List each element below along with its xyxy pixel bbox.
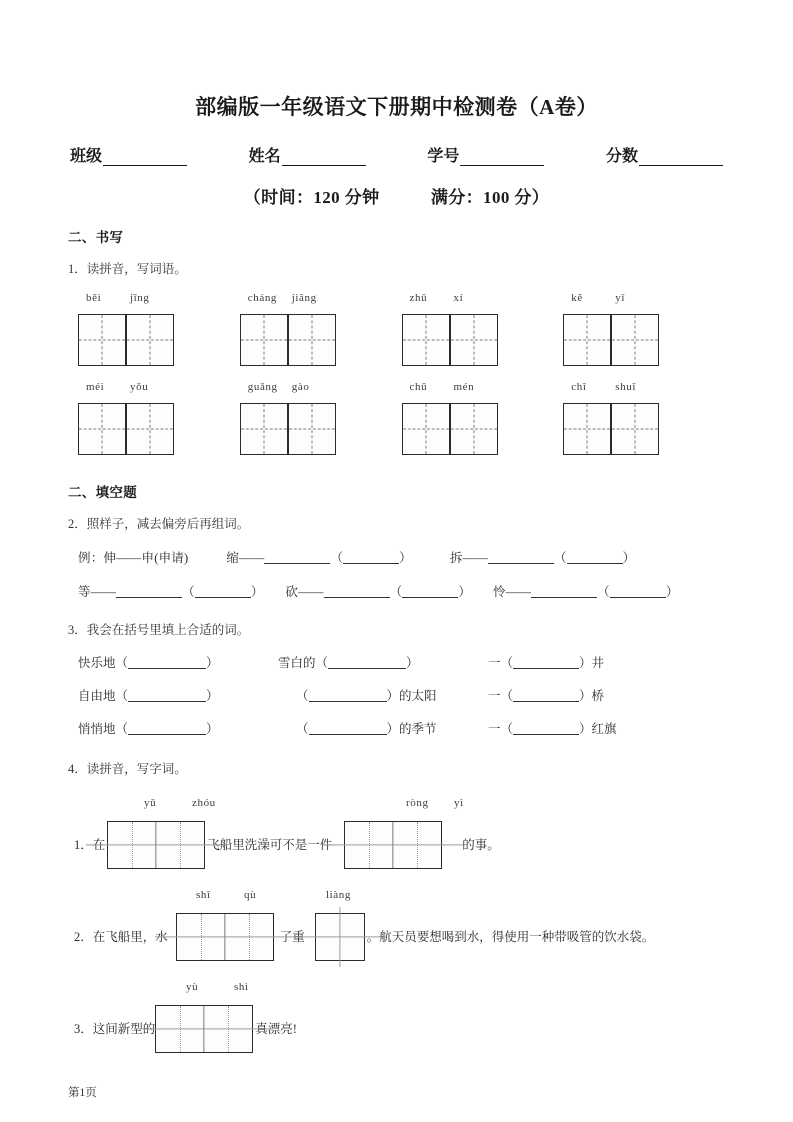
pinyin-text bbox=[240, 381, 402, 397]
pinyin-syllable: yǔ bbox=[144, 797, 157, 810]
sentence-text: 真漂亮! bbox=[255, 1022, 297, 1037]
tianzige-cell[interactable] bbox=[611, 314, 659, 366]
q3-blank[interactable] bbox=[309, 722, 387, 735]
q3-blank[interactable] bbox=[128, 656, 206, 669]
field-name-input[interactable] bbox=[282, 151, 366, 166]
tianzige-cell[interactable] bbox=[402, 314, 450, 366]
tianzige-cell[interactable] bbox=[288, 314, 336, 366]
tianzige-cell[interactable] bbox=[78, 403, 126, 455]
pinyin-syllable: shì bbox=[234, 981, 249, 994]
box-vertical-guide bbox=[180, 1006, 181, 1052]
pinyin-syllable: guǎng bbox=[247, 381, 278, 394]
tianzige-cell[interactable] bbox=[240, 403, 288, 455]
question-3-row-1 bbox=[68, 653, 725, 671]
q3-suffix: ） bbox=[206, 722, 219, 737]
q4-sentence-1 bbox=[68, 821, 725, 869]
sentence-number: 1． bbox=[74, 838, 93, 853]
field-student-id bbox=[427, 143, 544, 166]
pinyin-group bbox=[563, 381, 725, 397]
pinyin-syllable: běi bbox=[86, 292, 102, 305]
pinyin-label-row-2 bbox=[68, 381, 725, 397]
sentence-text: 这间新型的 bbox=[92, 1022, 156, 1037]
tianzige-horizontal-guide bbox=[403, 429, 449, 430]
question-4-prompt: 4．读拼音，写字词。 bbox=[68, 762, 187, 777]
tianzige-group bbox=[563, 403, 725, 455]
question-1-prompt: 1．读拼音，写词语。 bbox=[68, 262, 187, 277]
tianzige-horizontal-guide bbox=[79, 340, 125, 341]
q2-word-blank[interactable] bbox=[195, 585, 251, 598]
field-student-id-label: 学号 bbox=[427, 148, 460, 166]
tianzige-horizontal-guide bbox=[241, 340, 287, 341]
pinyin-syllable: yǐ bbox=[615, 292, 626, 305]
pinyin-syllable: qù bbox=[244, 889, 257, 902]
tianzige-horizontal-guide bbox=[403, 340, 449, 341]
q3-blank[interactable] bbox=[309, 689, 387, 702]
pinyin-syllable: shuǐ bbox=[615, 381, 636, 394]
tianzige-cell[interactable] bbox=[78, 314, 126, 366]
pinyin-syllable: kě bbox=[571, 292, 583, 305]
sentence-number: 3． bbox=[74, 1022, 93, 1037]
pinyin-text bbox=[563, 292, 725, 308]
tianzige-horizontal-guide bbox=[564, 429, 610, 430]
q3-cell bbox=[78, 653, 278, 671]
pinyin-syllable: ròng bbox=[406, 797, 429, 810]
q3-prefix: 快乐地（ bbox=[78, 656, 129, 671]
tianzige-group bbox=[78, 403, 240, 455]
pinyin-syllable: yǒu bbox=[130, 381, 149, 394]
field-score bbox=[606, 143, 723, 166]
q3-blank[interactable] bbox=[328, 656, 406, 669]
pinyin-text bbox=[78, 292, 240, 308]
q3-blank[interactable] bbox=[128, 689, 206, 702]
tianzige-horizontal-guide bbox=[241, 429, 287, 430]
q3-cell bbox=[488, 653, 688, 671]
exam-meta bbox=[68, 183, 725, 208]
q4-pinyin-group bbox=[326, 889, 374, 901]
tianzige-horizontal-guide bbox=[564, 340, 610, 341]
box-vertical-guide bbox=[228, 1006, 229, 1052]
tianzige-cell[interactable] bbox=[126, 314, 174, 366]
page-footer: 第1页 bbox=[68, 1087, 97, 1099]
tianzige-horizontal-guide bbox=[127, 429, 173, 430]
tianzige-horizontal-guide bbox=[451, 429, 497, 430]
pinyin-syllable: yù bbox=[186, 981, 199, 994]
question-3-prompt: 3．我会在括号里填上合适的词。 bbox=[68, 623, 250, 638]
pinyin-syllable: jiāng bbox=[291, 292, 317, 305]
sentence-text: 在 bbox=[92, 838, 106, 853]
pinyin-syllable: chū bbox=[409, 381, 428, 394]
field-score-label: 分数 bbox=[605, 148, 638, 166]
q2-answer-blank[interactable] bbox=[488, 551, 554, 564]
pinyin-syllable: mén bbox=[453, 381, 475, 394]
pinyin-group bbox=[78, 381, 240, 397]
pinyin-group bbox=[240, 292, 402, 308]
q2-word-blank[interactable] bbox=[402, 585, 458, 598]
box-vertical-guide bbox=[249, 914, 250, 960]
sentence-text: 飞船里洗澡可不是一件 bbox=[207, 838, 333, 853]
section-heading-writing: 二、书写 bbox=[68, 230, 124, 246]
q3-blank[interactable] bbox=[128, 722, 206, 735]
q3-suffix: ）桥 bbox=[579, 689, 605, 704]
section-heading-fill-in: 二、填空题 bbox=[68, 485, 137, 501]
q4-pinyin-group bbox=[196, 889, 292, 901]
field-name-label: 姓名 bbox=[248, 148, 281, 166]
question-2-prompt: 2．照样子，减去偏旁后再组词。 bbox=[68, 517, 250, 532]
field-class-input[interactable] bbox=[103, 151, 187, 166]
q2-item-label: 拆—— bbox=[449, 551, 488, 566]
tianzige-group bbox=[240, 314, 402, 366]
tianzige-cell[interactable] bbox=[240, 314, 288, 366]
tianzige-horizontal-guide bbox=[289, 429, 335, 430]
q3-suffix: ） bbox=[206, 689, 219, 704]
answer-box-2cell[interactable] bbox=[176, 913, 274, 961]
tianzige-horizontal-guide bbox=[289, 340, 335, 341]
page-title: 部编版一年级语文下册期中检测卷（A卷） bbox=[195, 95, 598, 119]
tianzige-cell[interactable] bbox=[563, 314, 611, 366]
answer-box-1cell[interactable] bbox=[315, 913, 365, 961]
q3-prefix: 一（ bbox=[488, 656, 514, 671]
tianzige-horizontal-guide bbox=[127, 340, 173, 341]
q2-word-blank[interactable] bbox=[343, 551, 399, 564]
tianzige-row-2 bbox=[68, 403, 725, 455]
box-cell-divider bbox=[204, 1006, 205, 1052]
sentence-text: 了重 bbox=[279, 930, 305, 945]
question-3-row-2 bbox=[68, 686, 725, 704]
box-vertical-guide bbox=[180, 822, 181, 868]
tianzige-cell[interactable] bbox=[288, 403, 336, 455]
pinyin-syllable: cháng bbox=[247, 292, 278, 305]
q3-suffix: ）红旗 bbox=[579, 722, 617, 737]
q3-prefix: 一（ bbox=[488, 722, 514, 737]
q3-prefix: 悄悄地（ bbox=[78, 722, 129, 737]
answer-box-2cell[interactable] bbox=[344, 821, 442, 869]
student-info-row bbox=[68, 143, 725, 166]
q2-item-label: 怜—— bbox=[493, 585, 532, 600]
exam-duration: （时间：120 分钟 bbox=[243, 188, 380, 208]
tianzige-cell[interactable] bbox=[611, 403, 659, 455]
q3-blank[interactable] bbox=[513, 656, 579, 669]
tianzige-cell[interactable] bbox=[450, 314, 498, 366]
tianzige-cell[interactable] bbox=[563, 403, 611, 455]
pinyin-syllable: chī bbox=[571, 381, 587, 394]
tianzige-cell[interactable] bbox=[402, 403, 450, 455]
pinyin-syllable: liàng bbox=[326, 889, 351, 902]
tianzige-cell[interactable] bbox=[450, 403, 498, 455]
q2-answer-blank[interactable] bbox=[531, 585, 597, 598]
pinyin-group bbox=[402, 292, 564, 308]
pinyin-syllable: zhǔ bbox=[409, 292, 428, 305]
tianzige-group bbox=[402, 403, 564, 455]
pinyin-syllable: yì bbox=[454, 797, 464, 810]
q3-prefix: 一（ bbox=[488, 689, 514, 704]
tianzige-group bbox=[240, 403, 402, 455]
q2-answer-blank[interactable] bbox=[324, 585, 390, 598]
pinyin-text bbox=[402, 292, 564, 308]
pinyin-group bbox=[402, 381, 564, 397]
q4-pinyin-row-3 bbox=[68, 981, 725, 997]
question-3-row-3 bbox=[68, 719, 725, 737]
tianzige-group bbox=[78, 314, 240, 366]
q3-suffix: ）井 bbox=[579, 656, 605, 671]
q2-word-blank[interactable] bbox=[567, 551, 623, 564]
pinyin-syllable: gào bbox=[291, 381, 310, 394]
q3-cell bbox=[488, 686, 688, 704]
q4-pinyin-group bbox=[186, 981, 282, 993]
q4-pinyin-group bbox=[144, 797, 240, 809]
tianzige-horizontal-guide bbox=[451, 340, 497, 341]
tianzige-row-1 bbox=[68, 314, 725, 366]
q2-answer-blank[interactable] bbox=[116, 585, 182, 598]
tianzige-horizontal-guide bbox=[612, 429, 658, 430]
q3-suffix: ） bbox=[206, 656, 219, 671]
question-2-row-1: 例：伸——申(申请) 缩—— （ ） 拆—— （ ） bbox=[78, 551, 636, 566]
q3-suffix: ）的季节 bbox=[386, 722, 437, 737]
box-vertical-guide bbox=[369, 822, 370, 868]
q3-blank[interactable] bbox=[513, 722, 579, 735]
q3-cell bbox=[278, 719, 488, 737]
answer-box-2cell[interactable] bbox=[107, 821, 205, 869]
q3-cell bbox=[78, 686, 278, 704]
q2-example: 例：伸——申(申请) bbox=[78, 551, 189, 566]
pinyin-text bbox=[563, 381, 725, 397]
box-vertical-guide bbox=[132, 822, 133, 868]
pinyin-syllable: shī bbox=[196, 889, 211, 902]
question-2-row-2: 等—— （ ） 砍—— （ ） 怜—— （ ） bbox=[78, 585, 679, 600]
pinyin-group bbox=[240, 381, 402, 397]
q3-cell bbox=[278, 686, 488, 704]
pinyin-syllable: méi bbox=[86, 381, 105, 394]
pinyin-text bbox=[402, 381, 564, 397]
q4-sentence-2 bbox=[68, 913, 725, 961]
field-student-id-input[interactable] bbox=[460, 151, 544, 166]
answer-box-2cell[interactable] bbox=[155, 1005, 253, 1053]
pinyin-syllable: xí bbox=[453, 292, 464, 305]
pinyin-text bbox=[78, 381, 240, 397]
tianzige-group bbox=[563, 314, 725, 366]
q2-item-label: 等—— bbox=[78, 585, 117, 600]
pinyin-group bbox=[563, 292, 725, 308]
box-vertical-guide bbox=[417, 822, 418, 868]
field-class bbox=[70, 143, 187, 166]
box-vertical-guide bbox=[339, 907, 340, 967]
pinyin-group bbox=[78, 292, 240, 308]
pinyin-syllable: jīng bbox=[130, 292, 150, 305]
field-score-input[interactable] bbox=[639, 151, 723, 166]
sentence-number: 2． bbox=[74, 930, 93, 945]
sentence-text: 在飞船里，水 bbox=[92, 930, 168, 945]
sentence-text: 。航天员要想喝到水，得使用一种带吸管的饮水袋。 bbox=[366, 930, 655, 945]
q3-blank[interactable] bbox=[513, 689, 579, 702]
tianzige-group bbox=[402, 314, 564, 366]
q4-pinyin-row-2 bbox=[68, 889, 725, 905]
q4-sentence-3 bbox=[68, 1005, 725, 1053]
q3-suffix: ）的太阳 bbox=[386, 689, 437, 704]
sentence-text: 的事。 bbox=[462, 838, 500, 853]
exam-total-score: 满分：100 分） bbox=[430, 188, 550, 208]
q2-item-label: 缩—— bbox=[226, 551, 265, 566]
box-cell-divider bbox=[156, 822, 157, 868]
pinyin-label-row-1 bbox=[68, 292, 725, 308]
q2-item-label: 砍—— bbox=[285, 585, 324, 600]
q4-pinyin-group bbox=[406, 797, 502, 809]
box-cell-divider bbox=[224, 914, 225, 960]
tianzige-horizontal-guide bbox=[612, 340, 658, 341]
q3-cell bbox=[488, 719, 688, 737]
q2-word-blank[interactable] bbox=[610, 585, 666, 598]
q3-prefix: 雪白的（ bbox=[278, 656, 329, 671]
pinyin-text bbox=[240, 292, 402, 308]
q3-prefix: 自由地（ bbox=[78, 689, 129, 704]
q4-pinyin-row-1 bbox=[68, 797, 725, 813]
field-class-label: 班级 bbox=[70, 148, 103, 166]
box-cell-divider bbox=[393, 822, 394, 868]
tianzige-cell[interactable] bbox=[126, 403, 174, 455]
box-vertical-guide bbox=[201, 914, 202, 960]
field-name bbox=[249, 143, 366, 166]
q3-suffix: ） bbox=[406, 656, 419, 671]
pinyin-syllable: zhóu bbox=[192, 797, 216, 810]
tianzige-horizontal-guide bbox=[79, 429, 125, 430]
q3-cell bbox=[278, 653, 488, 671]
q3-prefix: （ bbox=[296, 689, 309, 704]
q3-prefix: （ bbox=[296, 722, 309, 737]
q3-cell bbox=[78, 719, 278, 737]
q2-answer-blank[interactable] bbox=[264, 551, 330, 564]
